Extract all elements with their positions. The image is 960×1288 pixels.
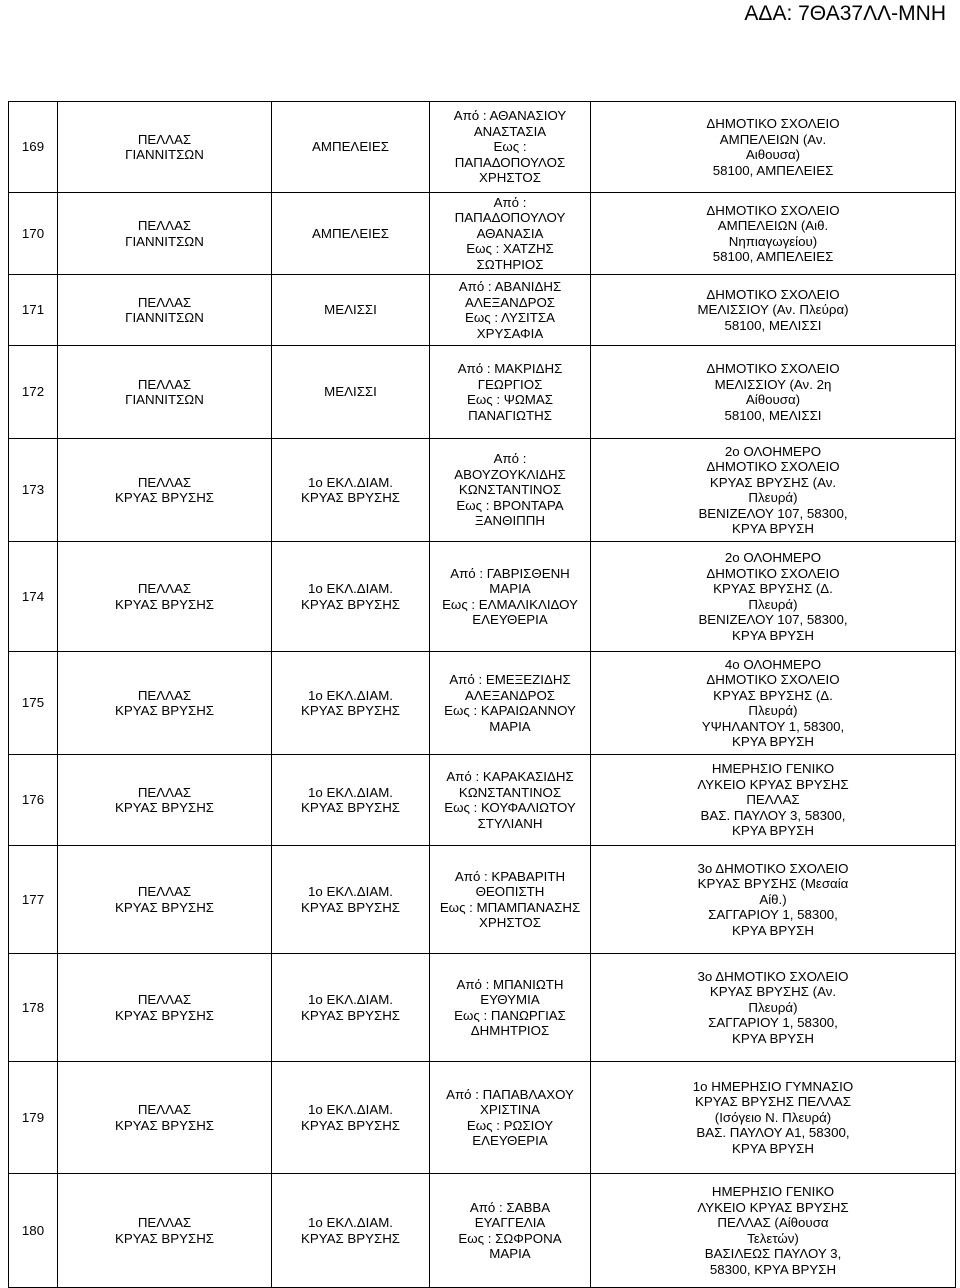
- table-row: [9, 439, 956, 542]
- location-cell-line: Αίθουσα): [745, 392, 801, 407]
- region-cell-line: ΠΕΛΛΑΣ: [137, 218, 192, 233]
- location-cell-line: ΔΗΜΟΤΙΚΟ ΣΧΟΛΕΙΟ: [706, 361, 840, 376]
- location-cell-line: 58100, ΑΜΠΕΛΕΙΕΣ: [712, 249, 834, 264]
- location-cell-line: ΜΕΛΙΣΣΙΟΥ (Αν. Πλεύρα): [697, 302, 849, 318]
- area-cell-line: 1ο ΕΚΛ.ΔΙΑΜ.: [307, 884, 393, 899]
- region-cell-line: ΚΡΥΑΣ ΒΡΥΣΗΣ: [114, 1117, 215, 1133]
- range-cell-line: ΜΑΡΙΑ: [489, 718, 531, 734]
- region-cell: [58, 193, 272, 275]
- range-cell-line: ΜΑΡΙΑ: [489, 581, 531, 596]
- table-row: [9, 652, 956, 755]
- location-cell-line: ΚΡΥΑ ΒΡΥΣΗ: [732, 1140, 814, 1156]
- region-cell-line: ΚΡΥΑΣ ΒΡΥΣΗΣ: [114, 1230, 215, 1246]
- area-cell-line: ΚΡΥΑΣ ΒΡΥΣΗΣ: [300, 899, 401, 915]
- region-cell-line: ΓΙΑΝΝΙΤΣΩΝ: [125, 147, 204, 162]
- row-number: 174: [9, 542, 58, 652]
- area-cell: [272, 755, 430, 846]
- area-cell: [272, 193, 430, 275]
- range-cell: [430, 542, 591, 652]
- range-cell-line: ΞΑΝΘΙΠΠΗ: [475, 513, 545, 529]
- location-cell-line: Πλευρά): [748, 999, 798, 1015]
- region-cell-line: ΓΙΑΝΝΙΤΣΩΝ: [125, 310, 204, 325]
- location-cell-line: ΑΜΠΕΛΕΙΩΝ (Αιθ.: [717, 218, 829, 233]
- range-cell-line: Από : ΜΑΚΡΙΔΗΣ: [457, 361, 563, 376]
- table-row: [9, 275, 956, 346]
- location-cell-line: ΠΕΛΛΑΣ: [746, 792, 800, 808]
- location-cell-line: ΒΑΣ. ΠΑΥΛΟΥ Α1, 58300,: [696, 1125, 850, 1141]
- range-cell-line: ΧΡΗΣΤΟΣ: [478, 915, 541, 930]
- location-cell: [591, 542, 956, 652]
- area-cell: [272, 439, 430, 542]
- location-cell-line: 58100, ΜΕΛΙΣΣΙ: [724, 317, 822, 333]
- range-cell-line: Από : ΑΘΑΝΑΣΙΟΥ: [453, 108, 567, 124]
- row-number: 169: [9, 102, 58, 193]
- region-cell-line: ΚΡΥΑΣ ΒΡΥΣΗΣ: [114, 1007, 215, 1023]
- location-cell: [591, 346, 956, 439]
- region-cell-line: ΚΡΥΑΣ ΒΡΥΣΗΣ: [114, 490, 215, 505]
- range-cell-line: ΑΛΕΞΑΝΔΡΟΣ: [464, 294, 556, 310]
- region-cell: [58, 542, 272, 652]
- range-cell-line: ΠΑΝΑΓΙΩΤΗΣ: [468, 407, 552, 423]
- area-cell: [272, 275, 430, 346]
- range-cell-line: ΔΗΜΗΤΡΙΟΣ: [470, 1023, 550, 1038]
- range-cell-line: Από : ΕΜΕΞΕΖΙΔΗΣ: [449, 672, 571, 687]
- location-cell-line: ΠΕΛΛΑΣ (Αίθουσα: [717, 1215, 829, 1230]
- area-cell-line: ΚΡΥΑΣ ΒΡΥΣΗΣ: [300, 490, 401, 505]
- region-cell-line: ΠΕΛΛΑΣ: [137, 294, 192, 310]
- region-cell-line: ΠΕΛΛΑΣ: [137, 784, 192, 800]
- location-cell: [591, 439, 956, 542]
- location-cell: [591, 1174, 956, 1288]
- range-cell: [430, 755, 591, 846]
- polling-stations-table: [8, 101, 956, 1288]
- location-cell-line: 4ο ΟΛΟΗΜΕΡΟ: [724, 656, 822, 672]
- region-cell-line: ΠΕΛΛΑΣ: [137, 376, 192, 392]
- location-cell-line: 1ο ΗΜΕΡΗΣΙΟ ΓΥΜΝΑΣΙΟ: [692, 1078, 854, 1094]
- range-cell: [430, 193, 591, 275]
- region-cell-line: ΠΕΛΛΑΣ: [137, 1102, 192, 1117]
- range-cell-line: ΧΡΙΣΤΙΝΑ: [480, 1102, 540, 1117]
- row-number: 176: [9, 755, 58, 846]
- region-cell-line: ΠΕΛΛΑΣ: [137, 884, 192, 899]
- area-cell-line: 1ο ΕΚΛ.ΔΙΑΜ.: [307, 474, 393, 490]
- area-cell: [272, 954, 430, 1062]
- range-cell-line: Από : ΚΑΡΑΚΑΣΙΔΗΣ: [446, 769, 574, 784]
- location-cell-line: 2ο ΟΛΟΗΜΕΡΟ: [724, 443, 822, 459]
- range-cell-line: Εως : ΒΡΟΝΤΑΡΑ: [456, 497, 564, 513]
- area-cell-line: 1ο ΕΚΛ.ΔΙΑΜ.: [307, 1102, 393, 1117]
- range-cell-line: Εως : ΨΩΜΑΣ: [467, 392, 553, 407]
- area-cell: [272, 1174, 430, 1288]
- region-cell-line: ΓΙΑΝΝΙΤΣΩΝ: [125, 392, 204, 407]
- range-cell-line: Εως : ΜΠΑΜΠΑΝΑΣΗΣ: [439, 899, 581, 915]
- region-cell: [58, 1174, 272, 1288]
- location-cell-line: ΔΗΜΟΤΙΚΟ ΣΧΟΛΕΙΟ: [706, 672, 840, 687]
- location-cell-line: ΔΗΜΟΤΙΚΟ ΣΧΟΛΕΙΟ: [706, 459, 840, 474]
- location-cell: [591, 846, 956, 954]
- location-cell: [591, 1062, 956, 1174]
- area-cell-line: 1ο ΕΚΛ.ΔΙΑΜ.: [307, 581, 393, 596]
- region-cell-line: ΚΡΥΑΣ ΒΡΥΣΗΣ: [114, 703, 215, 718]
- location-cell-line: ΒΕΝΙΖΕΛΟΥ 107, 58300,: [698, 612, 848, 627]
- area-cell-line: ΚΡΥΑΣ ΒΡΥΣΗΣ: [300, 800, 401, 815]
- location-cell-line: Νηπιαγωγείου): [728, 233, 818, 249]
- area-cell-line: 1ο ΕΚΛ.ΔΙΑΜ.: [307, 784, 393, 800]
- range-cell-line: ΑΘΑΝΑΣΙΑ: [476, 225, 544, 241]
- range-cell-line: Από : ΜΠΑΝΙΩΤΗ: [456, 976, 564, 992]
- row-number: 175: [9, 652, 58, 755]
- location-cell-line: 3ο ΔΗΜΟΤΙΚΟ ΣΧΟΛΕΙΟ: [697, 860, 849, 876]
- range-cell-line: ΠΑΠΑΔΟΠΟΥΛΟΥ: [454, 210, 566, 226]
- region-cell: [58, 846, 272, 954]
- table-row: [9, 346, 956, 439]
- region-cell-line: ΓΙΑΝΝΙΤΣΩΝ: [125, 233, 204, 249]
- row-number: 178: [9, 954, 58, 1062]
- table-body: [9, 102, 956, 1288]
- range-cell: [430, 954, 591, 1062]
- region-cell: [58, 954, 272, 1062]
- range-cell-line: Εως : ΛΥΣΙΤΣΑ: [465, 310, 555, 325]
- location-cell-line: ΚΡΥΑΣ ΒΡΥΣΗΣ (Αν.: [709, 474, 837, 490]
- location-cell-line: ΔΗΜΟΤΙΚΟ ΣΧΟΛΕΙΟ: [706, 116, 840, 131]
- area-cell-line: ΜΕΛΙΣΣΙ: [324, 302, 377, 318]
- area-cell-line: ΚΡΥΑΣ ΒΡΥΣΗΣ: [300, 1230, 401, 1246]
- location-cell-line: ΣΑΓΓΑΡΙΟΥ 1, 58300,: [708, 907, 838, 923]
- region-cell: [58, 652, 272, 755]
- area-cell-line: ΜΕΛΙΣΣΙ: [324, 384, 377, 400]
- range-cell-line: ΧΡΥΣΑΦΙΑ: [476, 325, 544, 341]
- range-cell-line: Από :: [493, 451, 527, 467]
- region-cell-line: ΠΕΛΛΑΣ: [137, 1215, 192, 1230]
- area-cell: [272, 102, 430, 193]
- range-cell-line: ΕΥΘΥΜΙΑ: [480, 992, 540, 1007]
- range-cell: [430, 275, 591, 346]
- region-cell-line: ΠΕΛΛΑΣ: [137, 474, 192, 490]
- range-cell: [430, 652, 591, 755]
- location-cell-line: (Ισόγειο Ν. Πλευρά): [714, 1109, 832, 1125]
- table-row: [9, 1174, 956, 1288]
- range-cell-line: ΣΤΥΛΙΑΝΗ: [477, 815, 543, 831]
- location-cell-line: Αίθ.): [759, 891, 787, 907]
- area-cell: [272, 846, 430, 954]
- range-cell-line: Εως : ΚΟΥΦΑΛΙΩΤΟΥ: [444, 800, 576, 815]
- range-cell-line: Εως :: [493, 139, 527, 155]
- area-cell-line: ΚΡΥΑΣ ΒΡΥΣΗΣ: [300, 1007, 401, 1023]
- range-cell: [430, 1174, 591, 1288]
- range-cell-line: ΕΛΕΥΘΕΡΙΑ: [472, 1133, 548, 1148]
- region-cell-line: ΠΕΛΛΑΣ: [137, 581, 192, 596]
- location-cell: [591, 954, 956, 1062]
- location-cell-line: ΣΑΓΓΑΡΙΟΥ 1, 58300,: [708, 1015, 838, 1031]
- location-cell-line: Πλευρά): [748, 596, 798, 612]
- location-cell-line: ΜΕΛΙΣΣΙΟΥ (Αν. 2η: [714, 376, 832, 392]
- location-cell-line: ΚΡΥΑ ΒΡΥΣΗ: [732, 922, 814, 938]
- range-cell-line: ΣΩΤΗΡΙΟΣ: [476, 256, 544, 272]
- range-cell-line: Εως : ΧΑΤΖΗΣ: [466, 241, 554, 257]
- location-cell-line: ΔΗΜΟΤΙΚΟ ΣΧΟΛΕΙΟ: [706, 286, 840, 302]
- location-cell-line: ΚΡΥΑΣ ΒΡΥΣΗΣ (Μεσαία: [697, 876, 849, 892]
- table-row: [9, 954, 956, 1062]
- row-number: 177: [9, 846, 58, 954]
- area-cell-line: ΑΜΠΕΛΕΙΕΣ: [312, 139, 389, 155]
- range-cell-line: ΧΡΗΣΤΟΣ: [478, 170, 541, 186]
- area-cell: [272, 542, 430, 652]
- range-cell-line: Εως : ΣΩΦΡΟΝΑ: [458, 1230, 562, 1246]
- range-cell-line: ΓΕΩΡΓΙΟΣ: [477, 376, 543, 392]
- region-cell-line: ΚΡΥΑΣ ΒΡΥΣΗΣ: [114, 596, 215, 612]
- location-cell-line: ΛΥΚΕΙΟ ΚΡΥΑΣ ΒΡΥΣΗΣ: [697, 1199, 849, 1215]
- range-cell-line: ΚΩΝΣΤΑΝΤΙΝΟΣ: [458, 784, 562, 800]
- range-cell: [430, 846, 591, 954]
- range-cell-line: ΑΒΟΥΖΟΥΚΛΙΔΗΣ: [454, 466, 566, 482]
- area-cell-line: 1ο ΕΚΛ.ΔΙΑΜ.: [307, 687, 393, 703]
- location-cell-line: ΚΡΥΑ ΒΡΥΣΗ: [732, 521, 814, 536]
- region-cell-line: ΠΕΛΛΑΣ: [137, 131, 192, 147]
- region-cell: [58, 102, 272, 193]
- table-row: [9, 193, 956, 275]
- location-cell-line: Τελετών): [747, 1230, 799, 1246]
- region-cell: [58, 275, 272, 346]
- table-row: [9, 542, 956, 652]
- location-cell-line: ΥΨΗΛΑΝΤΟΥ 1, 58300,: [701, 718, 845, 734]
- location-cell-line: ΒΑΣΙΛΕΩΣ ΠΑΥΛΟΥ 3,: [704, 1246, 842, 1261]
- area-cell: [272, 346, 430, 439]
- region-cell-line: ΠΕΛΛΑΣ: [137, 992, 192, 1007]
- region-cell: [58, 346, 272, 439]
- location-cell-line: ΒΑΣ. ΠΑΥΛΟΥ 3, 58300,: [700, 807, 846, 823]
- location-cell-line: 58300, ΚΡΥΑ ΒΡΥΣΗ: [709, 1261, 837, 1277]
- range-cell-line: Από : ΚΡΑΒΑΡΙΤΗ: [454, 868, 566, 884]
- range-cell-line: Εως : ΠΑΝΩΡΓΙΑΣ: [454, 1007, 566, 1023]
- range-cell-line: Εως : ΡΩΣΙΟΥ: [466, 1117, 554, 1133]
- area-cell-line: 1ο ΕΚΛ.ΔΙΑΜ.: [307, 992, 393, 1007]
- region-cell: [58, 439, 272, 542]
- location-cell: [591, 755, 956, 846]
- location-cell-line: ΗΜΕΡΗΣΙΟ ΓΕΝΙΚΟ: [711, 1184, 835, 1199]
- row-number: 179: [9, 1062, 58, 1174]
- range-cell: [430, 439, 591, 542]
- area-cell-line: ΚΡΥΑΣ ΒΡΥΣΗΣ: [300, 596, 401, 612]
- location-cell-line: 3ο ΔΗΜΟΤΙΚΟ ΣΧΟΛΕΙΟ: [697, 968, 849, 984]
- area-cell-line: ΑΜΠΕΛΕΙΕΣ: [312, 225, 389, 241]
- area-cell-line: ΚΡΥΑΣ ΒΡΥΣΗΣ: [300, 1117, 401, 1133]
- location-cell-line: ΚΡΥΑ ΒΡΥΣΗ: [732, 627, 814, 643]
- location-cell: [591, 102, 956, 193]
- range-cell-line: Από : ΓΑΒΡΙΣΘΕΝΗ: [450, 565, 570, 581]
- region-cell: [58, 755, 272, 846]
- range-cell-line: Από :: [493, 194, 527, 210]
- location-cell: [591, 275, 956, 346]
- table-row: [9, 1062, 956, 1174]
- range-cell-line: ΠΑΠΑΔΟΠΟΥΛΟΣ: [454, 154, 566, 170]
- location-cell-line: ΚΡΥΑΣ ΒΡΥΣΗΣ (Αν.: [709, 984, 837, 1000]
- location-cell-line: ΗΜΕΡΗΣΙΟ ΓΕΝΙΚΟ: [711, 761, 835, 777]
- location-cell: [591, 652, 956, 755]
- location-cell: [591, 193, 956, 275]
- row-number: 172: [9, 346, 58, 439]
- area-cell: [272, 652, 430, 755]
- range-cell-line: ΕΥΑΓΓΕΛΙΑ: [474, 1215, 546, 1230]
- range-cell-line: Από : ΣΑΒΒΑ: [469, 1199, 551, 1215]
- location-cell-line: ΛΥΚΕΙΟ ΚΡΥΑΣ ΒΡΥΣΗΣ: [697, 776, 849, 792]
- location-cell-line: ΚΡΥΑ ΒΡΥΣΗ: [732, 1030, 814, 1046]
- range-cell-line: ΘΕΟΠΙΣΤΗ: [475, 884, 545, 899]
- area-cell-line: ΚΡΥΑΣ ΒΡΥΣΗΣ: [300, 703, 401, 718]
- range-cell-line: ΚΩΝΣΤΑΝΤΙΝΟΣ: [458, 482, 562, 498]
- location-cell-line: ΔΗΜΟΤΙΚΟ ΣΧΟΛΕΙΟ: [706, 565, 840, 581]
- area-cell-line: 1ο ΕΚΛ.ΔΙΑΜ.: [307, 1215, 393, 1230]
- range-cell-line: ΑΛΕΞΑΝΔΡΟΣ: [464, 687, 556, 703]
- location-cell-line: ΔΗΜΟΤΙΚΟ ΣΧΟΛΕΙΟ: [706, 202, 840, 218]
- area-cell: [272, 1062, 430, 1174]
- range-cell: [430, 346, 591, 439]
- region-cell-line: ΠΕΛΛΑΣ: [137, 687, 192, 703]
- location-cell-line: Αιθουσα): [745, 147, 801, 162]
- location-cell-line: ΒΕΝΙΖΕΛΟΥ 107, 58300,: [698, 505, 848, 521]
- range-cell-line: ΜΑΡΙΑ: [489, 1246, 531, 1261]
- location-cell-line: Πλευρά): [748, 703, 798, 718]
- range-cell-line: Εως : ΕΛΜΑΛΙΚΛΙΔΟΥ: [442, 596, 578, 612]
- location-cell-line: ΚΡΥΑΣ ΒΡΥΣΗΣ (Δ.: [713, 581, 833, 596]
- ada-code: ΑΔΑ: 7ΘΑ37ΛΛ-ΜΝΗ: [744, 2, 946, 25]
- location-cell-line: ΑΜΠΕΛΕΙΩΝ (Αν.: [719, 131, 827, 147]
- range-cell: [430, 1062, 591, 1174]
- table-row: [9, 102, 956, 193]
- range-cell-line: ΑΝΑΣΤΑΣΙΑ: [473, 123, 547, 139]
- region-cell-line: ΚΡΥΑΣ ΒΡΥΣΗΣ: [114, 800, 215, 815]
- table-row: [9, 846, 956, 954]
- location-cell-line: 58100, ΜΕΛΙΣΣΙ: [724, 407, 822, 423]
- location-cell-line: Πλευρά): [748, 490, 798, 505]
- region-cell: [58, 1062, 272, 1174]
- location-cell-line: ΚΡΥΑ ΒΡΥΣΗ: [732, 734, 814, 749]
- table-row: [9, 755, 956, 846]
- row-number: 180: [9, 1174, 58, 1288]
- location-cell-line: ΚΡΥΑ ΒΡΥΣΗ: [732, 823, 814, 839]
- range-cell: [430, 102, 591, 193]
- location-cell-line: ΚΡΥΑΣ ΒΡΥΣΗΣ (Δ.: [713, 687, 833, 703]
- range-cell-line: Από : ΑΒΑΝΙΔΗΣ: [458, 279, 562, 294]
- range-cell-line: ΕΛΕΥΘΕΡΙΑ: [472, 612, 548, 627]
- row-number: 170: [9, 193, 58, 275]
- region-cell-line: ΚΡΥΑΣ ΒΡΥΣΗΣ: [114, 899, 215, 915]
- location-cell-line: 2ο ΟΛΟΗΜΕΡΟ: [724, 550, 822, 565]
- row-number: 171: [9, 275, 58, 346]
- location-cell-line: 58100, ΑΜΠΕΛΕΙΕΣ: [712, 162, 834, 178]
- range-cell-line: Εως : ΚΑΡΑΙΩΑΝΝΟΥ: [444, 703, 576, 718]
- location-cell-line: ΚΡΥΑΣ ΒΡΥΣΗΣ ΠΕΛΛΑΣ: [694, 1094, 852, 1110]
- row-number: 173: [9, 439, 58, 542]
- range-cell-line: Από : ΠΑΠΑΒΛΑΧΟΥ: [446, 1086, 574, 1102]
